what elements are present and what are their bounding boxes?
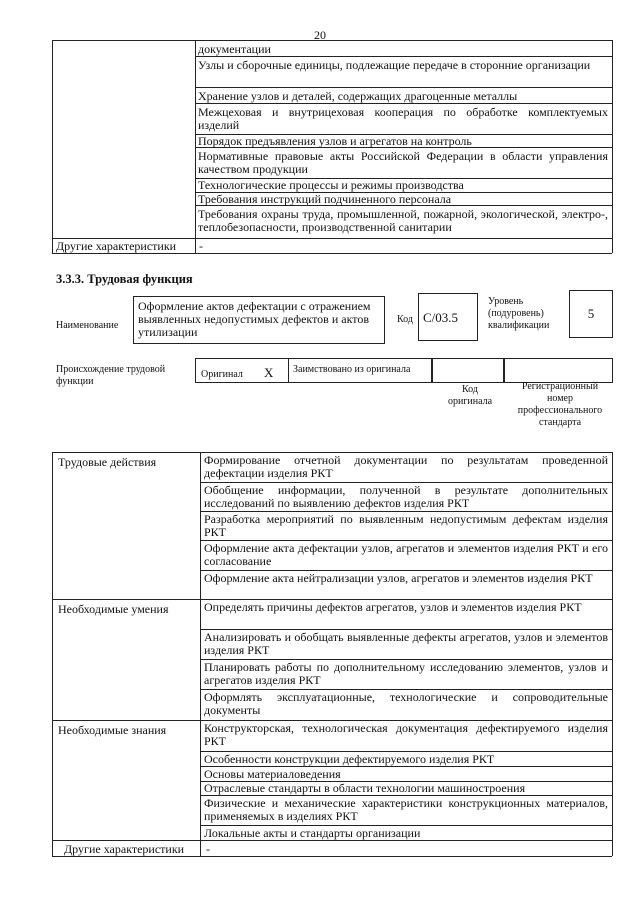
skills-label: Необходимые умения <box>58 602 169 616</box>
labour-action-row: Обобщение информации, полученной в результате дополнительных исследований по выявлению дефектов изделия РКТ <box>204 483 608 510</box>
origin-divider <box>288 358 289 383</box>
row-divider <box>195 56 612 57</box>
name-value: Оформление актов дефектации с отражением выявленных недопустимых дефектов и актов утилизации <box>138 299 371 339</box>
column-divider <box>195 40 196 253</box>
knowledge-label: Необходимые знания <box>58 723 167 737</box>
knowledge-row: Межцеховая и внутрицеховая кооперация по обработке комплектуемых изделий <box>198 105 608 132</box>
reg-number-label: Регистрационный номер профессионального стандарта <box>517 381 603 428</box>
table-border <box>612 452 613 856</box>
knowledge-row: Нормативные правовые акты Российской Федерации в области управления качеством продукции <box>198 149 608 176</box>
knowledge-row: Локальные акты и стандарты организации <box>204 826 421 840</box>
table-border <box>52 253 612 254</box>
row-divider <box>195 103 612 104</box>
origin-label: Происхождение трудовой функции <box>56 364 166 387</box>
other-characteristics-value: - <box>206 842 210 856</box>
table-border <box>52 856 612 857</box>
section-title: 3.3.3. Трудовая функция <box>56 272 193 286</box>
code-label: Код <box>397 314 413 325</box>
table-border <box>612 40 613 253</box>
skill-row: Планировать работы по дополнительному исследованию элементов, узлов и агрегатов изделия РКТ <box>204 660 608 687</box>
row-divider <box>195 87 612 88</box>
labour-actions-label: Трудовые действия <box>58 455 157 469</box>
knowledge-row: Требования охраны труда, промышленной, пожарной, экологической, электро-, теплобезопасности, производственной санитарии <box>198 207 608 234</box>
code-original-box <box>432 358 504 383</box>
page-number: 20 <box>314 28 326 42</box>
other-characteristics-value: - <box>199 239 203 253</box>
original-mark: X <box>264 365 274 380</box>
skill-row: Оформлять эксплуатационные, технологические и сопроводительные документы <box>204 690 608 717</box>
knowledge-row: Отраслевые стандарты в области технологии машиностроения <box>204 781 526 795</box>
knowledge-row: Физические и механические характеристики конструкционных материалов, применяемых в изделиях РКТ <box>204 796 608 823</box>
table-border <box>52 452 53 856</box>
knowledge-row: Конструкторская, технологическая документация дефектируемого изделия РКТ <box>204 721 608 748</box>
knowledge-row: Порядок предъявления узлов и агрегатов на контроль <box>198 134 472 148</box>
other-characteristics-label: Другие характеристики <box>56 239 177 253</box>
skill-row: Анализировать и обобщать выявленные дефекты агрегатов, узлов и элементов изделия РКТ <box>204 630 608 657</box>
knowledge-row: Хранение узлов и деталей, содержащих драгоценные металлы <box>198 89 518 103</box>
code-original-label: Код оригинала <box>447 384 493 407</box>
knowledge-row: Основы материаловедения <box>204 767 341 781</box>
knowledge-row: Узлы и сборочные единицы, подлежащие передаче в сторонние организации <box>198 58 591 72</box>
table-border <box>52 40 612 41</box>
level-value: 5 <box>587 306 595 321</box>
knowledge-row: документации <box>198 42 271 56</box>
borrowed-label: Заимствовано из оригинала <box>293 364 411 375</box>
name-label: Наименование <box>56 320 119 331</box>
labour-action-row: Разработка мероприятий по выявленным недопустимым дефектам изделия РКТ <box>204 512 608 539</box>
code-value: C/03.5 <box>423 310 459 325</box>
column-divider <box>200 452 201 856</box>
labour-action-row: Формирование отчетной документации по результатам проведенной дефектации изделия РКТ <box>204 453 608 480</box>
knowledge-row: Требования инструкций подчиненного персонала <box>198 192 452 206</box>
knowledge-row: Особенности конструкции дефектируемого изделия РКТ <box>204 752 495 766</box>
level-label: Уровень (подуровень) квалификации <box>488 296 550 331</box>
skill-row: Определять причины дефектов агрегатов, узлов и элементов изделия РКТ <box>204 600 582 614</box>
original-label: Оригинал <box>201 369 243 380</box>
knowledge-row: Технологические процессы и режимы производства <box>198 178 464 192</box>
reg-number-box <box>504 358 613 383</box>
other-characteristics-label: Другие характеристики <box>64 842 185 856</box>
table-border <box>52 40 53 253</box>
labour-action-row: Оформление акта дефектации узлов, агрегатов и элементов изделия РКТ и его согласование <box>204 541 608 568</box>
section-divider <box>52 840 612 841</box>
labour-action-row: Оформление акта нейтрализации узлов, агрегатов и элементов изделия РКТ <box>204 571 593 585</box>
